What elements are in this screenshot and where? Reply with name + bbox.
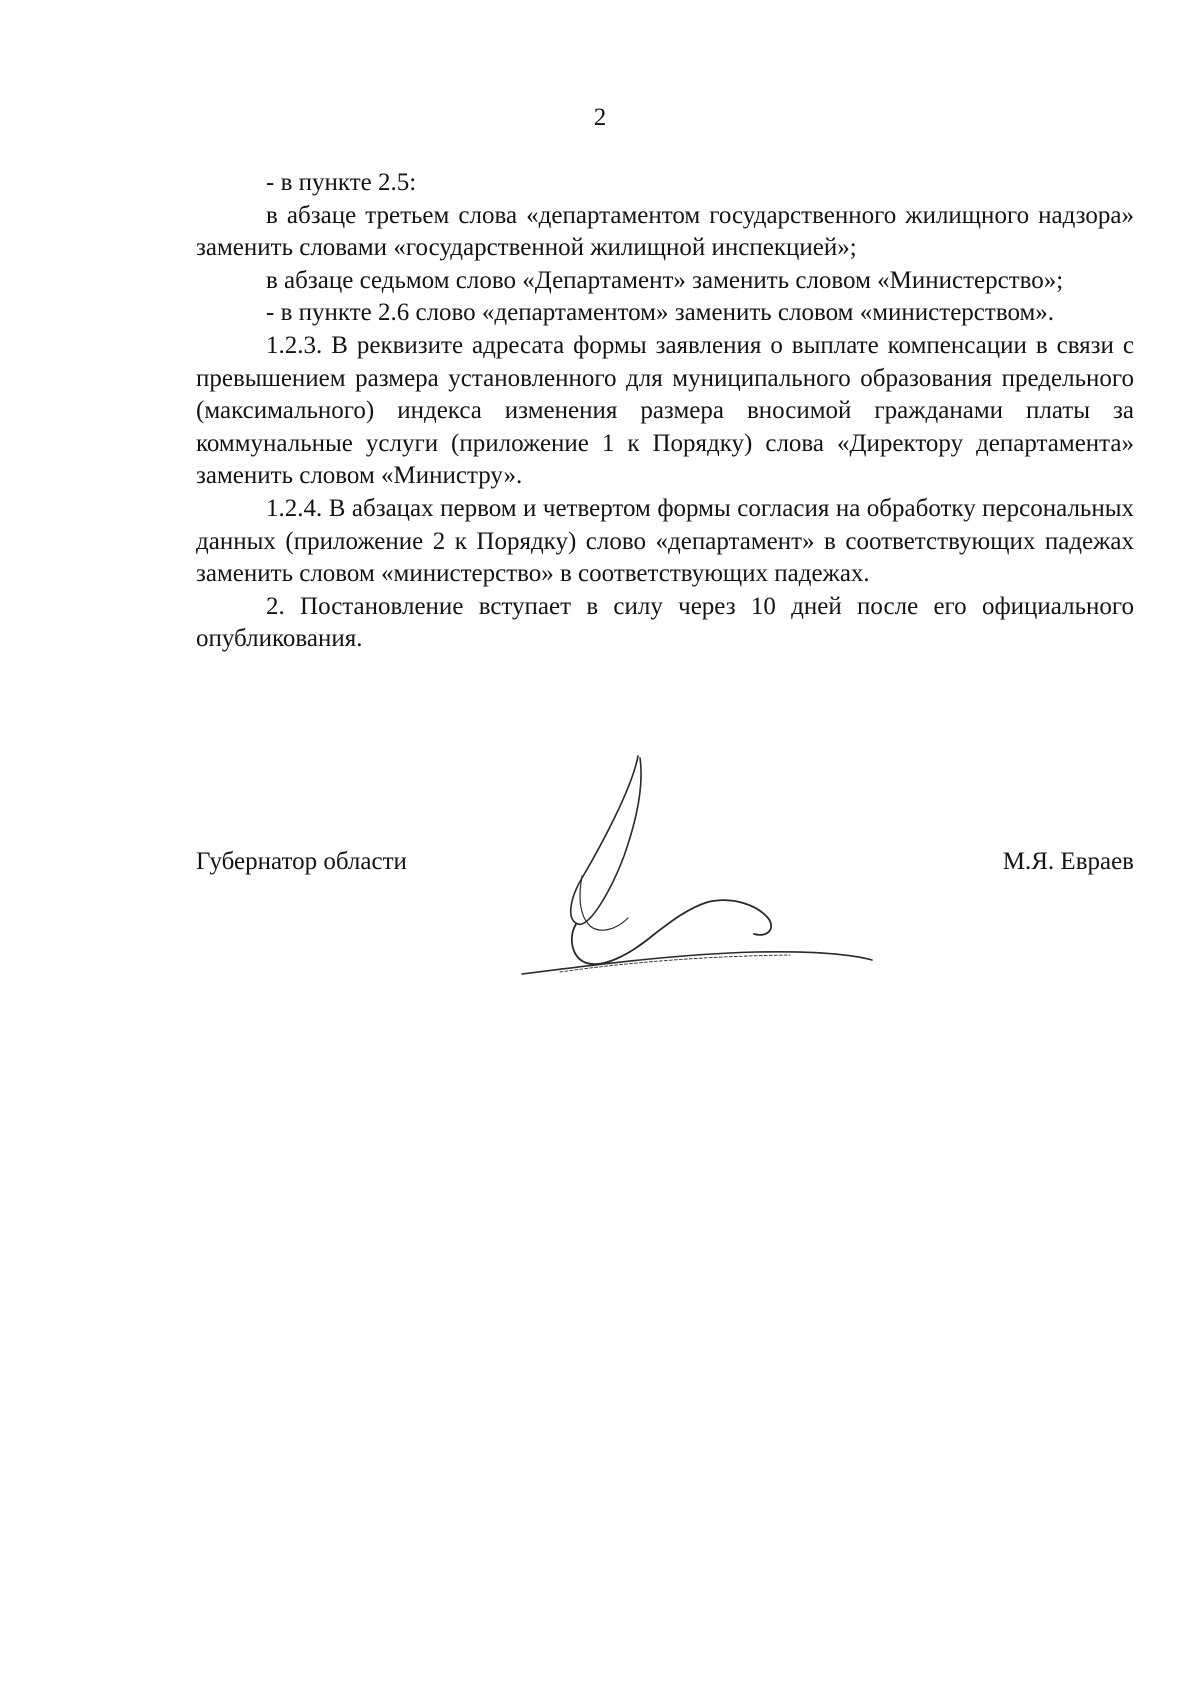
paragraph-effective-date: 2. Постановление вступает в силу через 10 дней после его официального опубликования. — [196, 592, 1134, 653]
paragraph-1-2-3: 1.2.3. В реквизите адресата формы заявления о выплате компенсации в связи с превышением размера установленного для муниципального образования предельного (максимального) индекса изменения размера вносимой гражданами платы за коммунальные услуги (приложение 1 к Порядку) слова «Директору департамента» заменить словом «Министру». — [196, 331, 1134, 490]
paragraph-abzats-third: в абзаце третьем слова «департаментом государственного жилищного надзора» заменить словами «государственной жилищной инспекцией»; — [196, 201, 1134, 262]
handwritten-signature — [520, 748, 940, 978]
paragraph-1-2-4: 1.2.4. В абзацах первом и четвертом формы согласия на обработку персональных данных (приложение 2 к Порядку) слово «департамент» в соответствующих падежах заменить словом «министерство» в соответствующих падежах. — [196, 494, 1134, 588]
page-number: 2 — [593, 104, 607, 131]
signature-stroke-loop — [571, 756, 641, 924]
signer-position: Губернатор области — [196, 848, 407, 875]
signer-name: М.Я. Евраев — [1002, 848, 1134, 875]
paragraph-item-2-6: - в пункте 2.6 слово «департаментом» заменить словом «министерством». — [266, 299, 1055, 327]
signature-stroke-main — [572, 900, 771, 964]
document-body — [196, 167, 1134, 656]
signature-stroke-inner — [580, 876, 628, 930]
signature-underline — [522, 952, 872, 974]
paragraph-item-2-5: - в пункте 2.5: — [266, 169, 417, 196]
paragraph-abzats-seventh: в абзаце седьмом слово «Департамент» заменить словом «Министерство»; — [266, 266, 1064, 294]
